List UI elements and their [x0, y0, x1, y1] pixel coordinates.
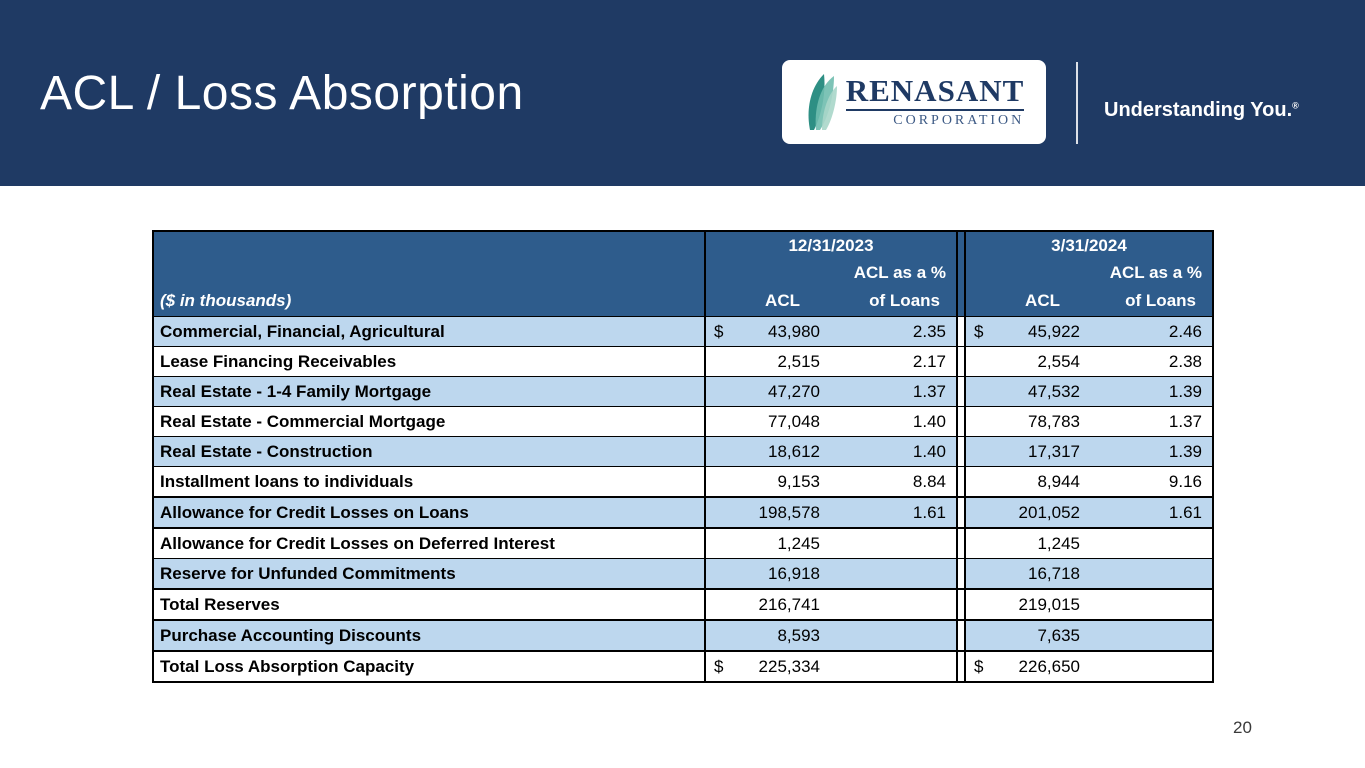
acl-cell — [706, 529, 834, 558]
pct-value: 1.37 — [834, 377, 956, 406]
pct-value: 1.39 — [1094, 377, 1212, 406]
acl-cell — [966, 652, 1094, 681]
table-row — [154, 376, 1212, 406]
acl-value: 1,245 — [777, 533, 820, 553]
column-spacer — [956, 652, 966, 681]
acl-value: 2,515 — [777, 351, 820, 371]
acl-cell — [966, 377, 1094, 406]
registered-mark: ® — [1292, 100, 1299, 111]
header-acl-1: ACL — [765, 291, 800, 310]
table-row — [154, 316, 1212, 346]
table-row — [154, 619, 1212, 650]
logo-subtitle: CORPORATION — [893, 112, 1025, 128]
header-acl-pct-2: ACL as a % — [1109, 262, 1202, 282]
pct-value — [834, 652, 956, 681]
acl-cell — [966, 467, 1094, 496]
acl-cell — [966, 621, 1094, 650]
acl-value: 1,245 — [1037, 533, 1080, 553]
column-spacer — [956, 621, 966, 650]
dollar-sign: $ — [714, 321, 724, 341]
column-spacer — [956, 529, 966, 558]
row-label: Real Estate - Construction — [154, 437, 706, 466]
dollar-sign: $ — [974, 656, 984, 676]
page-title: ACL / Loss Absorption — [40, 67, 524, 120]
acl-cell — [966, 559, 1094, 588]
page-number: 20 — [1233, 718, 1252, 737]
row-label: Real Estate - 1-4 Family Mortgage — [154, 377, 706, 406]
header-ofloans-1: of Loans — [869, 291, 940, 310]
acl-cell — [706, 377, 834, 406]
table-row — [154, 466, 1212, 496]
tagline-text: Understanding You. — [1104, 99, 1293, 121]
acl-cell — [966, 347, 1094, 376]
financial-table — [152, 230, 1214, 683]
table-row — [154, 558, 1212, 588]
header-acl-pct-1: ACL as a % — [853, 262, 946, 282]
acl-cell — [706, 407, 834, 436]
logo-wordmark: RENASANT — [846, 75, 1025, 111]
row-label: Lease Financing Receivables — [154, 347, 706, 376]
acl-cell — [966, 498, 1094, 527]
pct-value: 2.46 — [1094, 317, 1212, 346]
acl-value: 219,015 — [1018, 594, 1080, 614]
pct-value — [834, 559, 956, 588]
pct-value: 1.40 — [834, 437, 956, 466]
dollar-sign: $ — [714, 656, 724, 676]
acl-value: 9,153 — [777, 471, 820, 491]
acl-value: 198,578 — [758, 502, 820, 522]
column-spacer — [956, 498, 966, 527]
renasant-logo — [782, 60, 1046, 144]
column-spacer — [956, 559, 966, 588]
acl-cell — [706, 437, 834, 466]
table-row — [154, 650, 1212, 681]
acl-value: 47,270 — [768, 381, 820, 401]
pct-value — [1094, 652, 1212, 681]
pct-value: 2.35 — [834, 317, 956, 346]
acl-value: 18,612 — [768, 441, 820, 461]
row-label: Purchase Accounting Discounts — [154, 621, 706, 650]
acl-value: 201,052 — [1018, 502, 1080, 522]
acl-cell — [966, 590, 1094, 619]
pct-value: 1.37 — [1094, 407, 1212, 436]
table-row — [154, 496, 1212, 527]
row-label: Installment loans to individuals — [154, 467, 706, 496]
header-period-1: 12/31/2023 — [788, 235, 874, 255]
acl-cell — [966, 529, 1094, 558]
acl-cell — [706, 621, 834, 650]
acl-cell — [966, 317, 1094, 346]
acl-cell — [966, 407, 1094, 436]
pct-value: 1.61 — [834, 498, 956, 527]
acl-cell — [706, 652, 834, 681]
acl-value: 16,718 — [1028, 563, 1080, 583]
header-empty — [154, 232, 706, 259]
acl-cell — [706, 467, 834, 496]
column-spacer — [956, 590, 966, 619]
acl-value: 8,944 — [1037, 471, 1080, 491]
acl-cell — [706, 559, 834, 588]
pct-value — [834, 529, 956, 558]
dollar-sign: $ — [974, 321, 984, 341]
column-spacer — [956, 317, 966, 346]
acl-value: 8,593 — [777, 625, 820, 645]
pct-value: 1.39 — [1094, 437, 1212, 466]
acl-value: 47,532 — [1028, 381, 1080, 401]
column-spacer — [956, 467, 966, 496]
column-spacer — [956, 407, 966, 436]
header-row-pct1 — [154, 259, 1212, 286]
acl-value: 226,650 — [1018, 656, 1080, 676]
acl-value: 7,635 — [1037, 625, 1080, 645]
header-ofloans-2: of Loans — [1125, 291, 1196, 310]
acl-value: 78,783 — [1028, 411, 1080, 431]
leaf-icon — [804, 72, 838, 132]
table-row — [154, 346, 1212, 376]
pct-value: 2.38 — [1094, 347, 1212, 376]
acl-value: 77,048 — [768, 411, 820, 431]
header-period-2: 3/31/2024 — [1051, 235, 1127, 255]
row-label: Total Loss Absorption Capacity — [154, 652, 706, 681]
pct-value — [834, 590, 956, 619]
row-label: Allowance for Credit Losses on Deferred Interest — [154, 529, 706, 558]
table-row — [154, 436, 1212, 466]
row-label: Allowance for Credit Losses on Loans — [154, 498, 706, 527]
acl-value: 216,741 — [758, 594, 820, 614]
pct-value: 1.40 — [834, 407, 956, 436]
acl-value: 17,317 — [1028, 441, 1080, 461]
header-row-periods — [154, 232, 1212, 259]
table-row — [154, 588, 1212, 619]
pct-value: 2.17 — [834, 347, 956, 376]
table-row — [154, 527, 1212, 558]
acl-value: 16,918 — [768, 563, 820, 583]
acl-value: 225,334 — [758, 656, 820, 676]
row-label: Commercial, Financial, Agricultural — [154, 317, 706, 346]
column-spacer — [956, 377, 966, 406]
table-header — [154, 232, 1212, 316]
header-spacer — [956, 259, 966, 286]
pct-value — [1094, 529, 1212, 558]
pct-value — [1094, 559, 1212, 588]
acl-cell — [966, 437, 1094, 466]
table-row — [154, 406, 1212, 436]
acl-cell — [706, 317, 834, 346]
pct-value — [1094, 590, 1212, 619]
pct-value: 9.16 — [1094, 467, 1212, 496]
acl-value: 2,554 — [1037, 351, 1080, 371]
banner-divider — [1076, 62, 1078, 144]
header-acl-2: ACL — [1025, 291, 1060, 310]
acl-value: 43,980 — [768, 321, 820, 341]
acl-cell — [706, 590, 834, 619]
row-label: Reserve for Unfunded Commitments — [154, 559, 706, 588]
header-spacer — [956, 232, 966, 259]
row-label: Total Reserves — [154, 590, 706, 619]
header-spacer — [956, 286, 966, 316]
pct-value: 8.84 — [834, 467, 956, 496]
header-units: ($ in thousands) — [154, 286, 706, 316]
acl-cell — [706, 498, 834, 527]
row-label: Real Estate - Commercial Mortgage — [154, 407, 706, 436]
pct-value — [834, 621, 956, 650]
header-empty — [154, 259, 706, 286]
acl-value: 45,922 — [1028, 321, 1080, 341]
acl-cell — [706, 347, 834, 376]
header-row-labels — [154, 286, 1212, 316]
pct-value — [1094, 621, 1212, 650]
column-spacer — [956, 347, 966, 376]
tagline — [1104, 99, 1299, 122]
column-spacer — [956, 437, 966, 466]
pct-value: 1.61 — [1094, 498, 1212, 527]
